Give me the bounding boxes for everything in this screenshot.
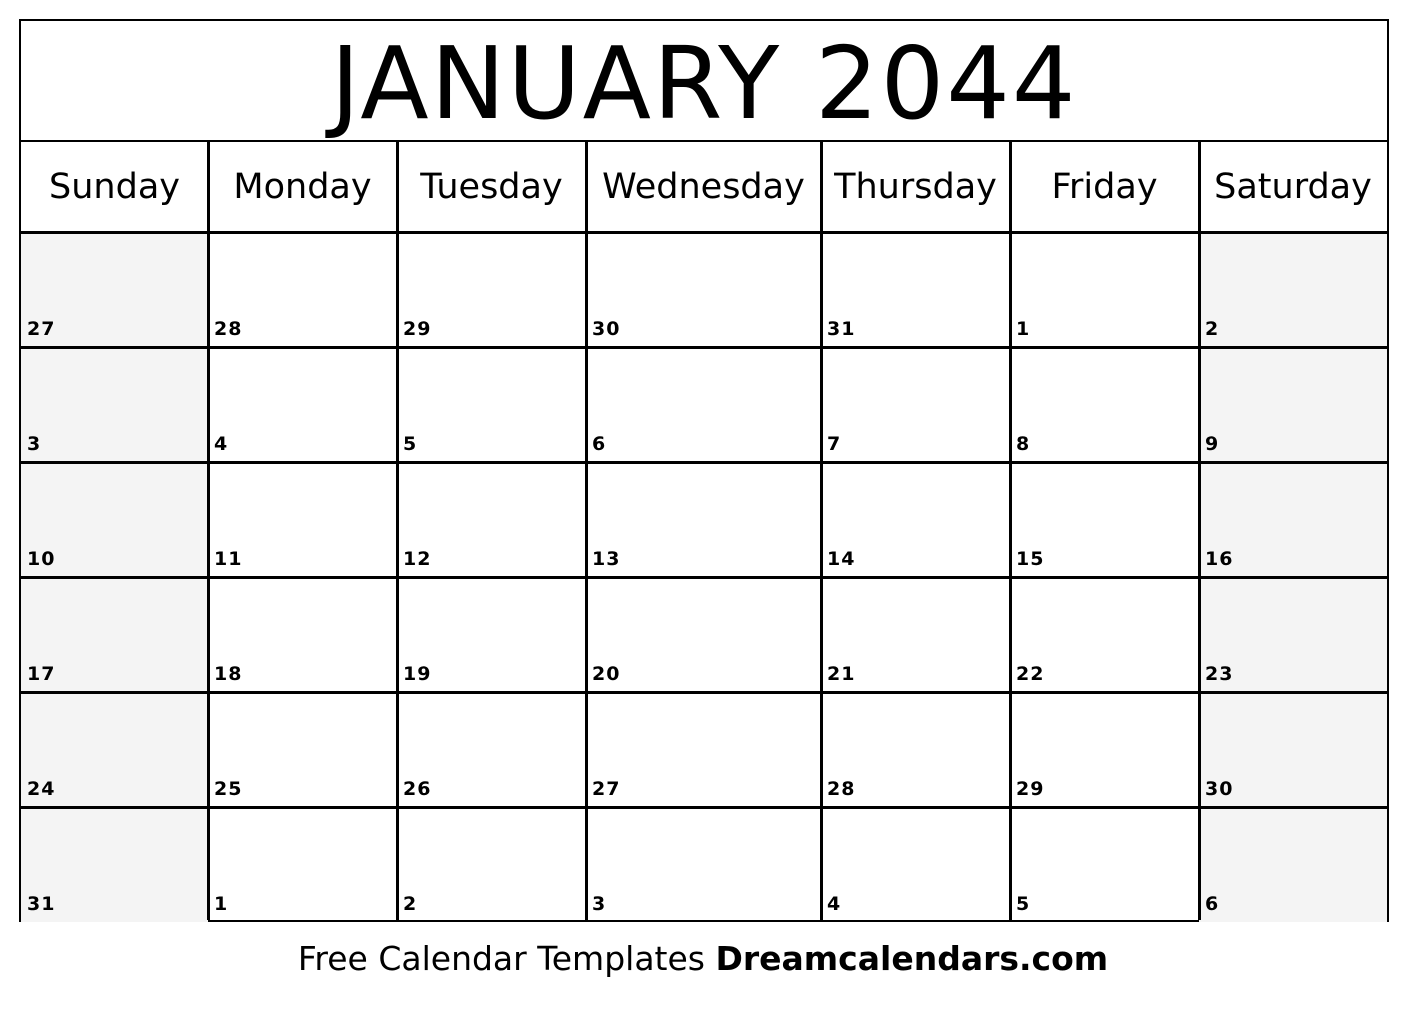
day-number: 12 (403, 548, 432, 570)
day-number: 30 (592, 318, 621, 340)
day-number: 23 (1205, 663, 1234, 685)
day-cell[interactable] (586, 577, 821, 692)
day-number: 3 (27, 433, 42, 455)
day-number: 9 (1205, 433, 1220, 455)
day-cell[interactable] (21, 232, 208, 347)
row-divider (21, 576, 1387, 579)
column-divider (207, 142, 210, 920)
day-cell[interactable] (397, 462, 586, 577)
day-number: 8 (1016, 433, 1031, 455)
column-divider (820, 142, 823, 920)
day-cell[interactable] (1010, 577, 1199, 692)
day-number: 31 (827, 318, 856, 340)
day-cell[interactable] (586, 232, 821, 347)
footer (0, 938, 1406, 980)
day-number: 5 (403, 433, 418, 455)
day-number: 10 (27, 548, 56, 570)
day-cell[interactable] (821, 577, 1010, 692)
footer-brand[interactable]: Dreamcalendars.com (715, 939, 1109, 978)
day-cell[interactable] (586, 347, 821, 462)
day-number: 21 (827, 663, 856, 685)
day-cell[interactable] (208, 807, 397, 922)
day-cell[interactable] (21, 692, 208, 807)
day-cell[interactable] (208, 577, 397, 692)
day-number: 18 (214, 663, 243, 685)
day-cell[interactable] (1010, 347, 1199, 462)
day-number: 17 (27, 663, 56, 685)
day-cell[interactable] (1010, 232, 1199, 347)
weekday-column-tuesday (397, 142, 586, 920)
weekday-header: Tuesday (420, 167, 563, 207)
day-number: 27 (592, 778, 621, 800)
day-cell[interactable] (397, 807, 586, 922)
calendar-grid (19, 19, 1389, 922)
day-cell[interactable] (1010, 462, 1199, 577)
row-divider (21, 346, 1387, 349)
day-number: 1 (214, 893, 229, 915)
day-cell[interactable] (821, 462, 1010, 577)
day-cell[interactable] (1199, 692, 1387, 807)
day-number: 1 (1016, 318, 1031, 340)
day-number: 11 (214, 548, 243, 570)
day-cell[interactable] (1199, 807, 1387, 922)
day-number: 4 (827, 893, 842, 915)
day-number: 15 (1016, 548, 1045, 570)
calendar-body (21, 142, 1387, 920)
day-cell[interactable] (586, 462, 821, 577)
day-cell[interactable] (1199, 232, 1387, 347)
day-cell[interactable] (586, 807, 821, 922)
day-number: 14 (827, 548, 856, 570)
day-number: 6 (592, 433, 607, 455)
row-divider (21, 231, 1387, 234)
day-cell[interactable] (821, 232, 1010, 347)
day-number: 20 (592, 663, 621, 685)
day-cell[interactable] (1199, 577, 1387, 692)
day-cell[interactable] (1010, 807, 1199, 922)
weekday-column-monday (208, 142, 397, 920)
day-cell[interactable] (21, 807, 208, 922)
row-divider (21, 691, 1387, 694)
weekday-column-thursday (821, 142, 1010, 920)
day-number: 29 (403, 318, 432, 340)
day-cell[interactable] (397, 232, 586, 347)
day-number: 2 (1205, 318, 1220, 340)
day-number: 5 (1016, 893, 1031, 915)
day-number: 22 (1016, 663, 1045, 685)
weekday-column-sunday (21, 142, 208, 920)
weekday-header: Monday (233, 167, 372, 207)
weekday-header: Saturday (1214, 167, 1372, 207)
day-cell[interactable] (397, 347, 586, 462)
day-cell[interactable] (397, 577, 586, 692)
column-divider (1198, 142, 1201, 920)
day-number: 31 (27, 893, 56, 915)
day-cell[interactable] (1199, 347, 1387, 462)
weekday-header: Sunday (49, 167, 180, 207)
day-cell[interactable] (821, 692, 1010, 807)
day-cell[interactable] (208, 462, 397, 577)
weekday-header: Thursday (834, 167, 997, 207)
day-number: 28 (214, 318, 243, 340)
day-number: 24 (27, 778, 56, 800)
day-cell[interactable] (21, 462, 208, 577)
weekday-column-friday (1010, 142, 1199, 920)
footer-text: Free Calendar Templates (297, 939, 705, 978)
column-divider (1009, 142, 1012, 920)
day-number: 16 (1205, 548, 1234, 570)
column-divider (585, 142, 588, 920)
day-number: 4 (214, 433, 229, 455)
day-number: 7 (827, 433, 842, 455)
day-number: 2 (403, 893, 418, 915)
day-number: 19 (403, 663, 432, 685)
day-number: 6 (1205, 893, 1220, 915)
day-cell[interactable] (208, 692, 397, 807)
day-cell[interactable] (21, 347, 208, 462)
column-divider (396, 142, 399, 920)
day-number: 13 (592, 548, 621, 570)
day-number: 28 (827, 778, 856, 800)
row-divider (21, 806, 1387, 809)
day-cell[interactable] (1199, 462, 1387, 577)
day-number: 26 (403, 778, 432, 800)
day-number: 30 (1205, 778, 1234, 800)
weekday-column-saturday (1199, 142, 1387, 920)
row-divider (21, 461, 1387, 464)
calendar-title: JANUARY 2044 (330, 24, 1078, 142)
day-cell[interactable] (397, 692, 586, 807)
weekday-header: Wednesday (602, 167, 805, 207)
day-number: 27 (27, 318, 56, 340)
day-cell[interactable] (21, 577, 208, 692)
day-cell[interactable] (208, 232, 397, 347)
title-bar (21, 21, 1387, 142)
weekday-column-wednesday (586, 142, 821, 920)
day-number: 25 (214, 778, 243, 800)
weekday-header: Friday (1051, 167, 1158, 207)
day-cell[interactable] (208, 347, 397, 462)
day-cell[interactable] (821, 347, 1010, 462)
day-number: 29 (1016, 778, 1045, 800)
day-cell[interactable] (1010, 692, 1199, 807)
day-number: 3 (592, 893, 607, 915)
day-cell[interactable] (821, 807, 1010, 922)
day-cell[interactable] (586, 692, 821, 807)
